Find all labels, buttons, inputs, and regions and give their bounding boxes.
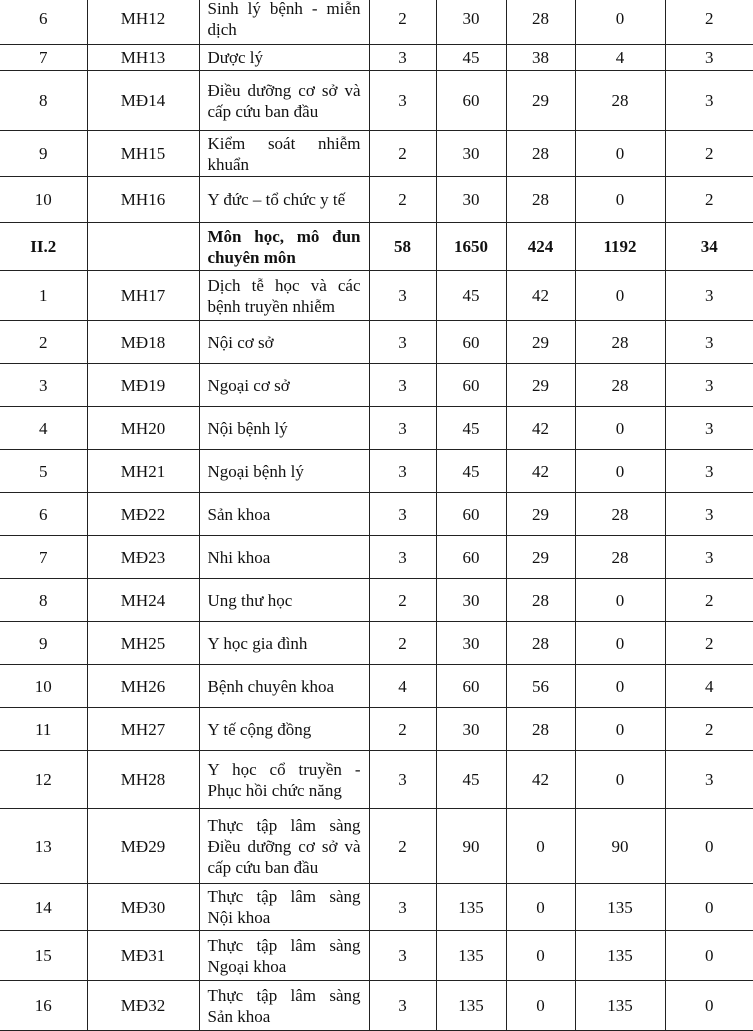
total-hours-cell: 60 xyxy=(436,536,506,579)
course-code-cell: MĐ30 xyxy=(87,884,199,931)
course-name-cell: Thực tập lâm sàng Ngoại khoa xyxy=(199,931,369,981)
table-row xyxy=(0,536,753,579)
exam-hours-cell: 2 xyxy=(665,622,753,665)
practice-hours-cell: 0 xyxy=(575,708,665,751)
row-number-cell: 10 xyxy=(0,665,87,708)
credits-cell: 2 xyxy=(369,622,436,665)
course-code-cell: MH15 xyxy=(87,131,199,177)
table-row xyxy=(0,884,753,931)
theory-hours-cell: 28 xyxy=(506,622,575,665)
theory-hours-cell: 28 xyxy=(506,708,575,751)
course-name-cell: Y học gia đình xyxy=(199,622,369,665)
course-code-cell: MH20 xyxy=(87,407,199,450)
credits-cell: 3 xyxy=(369,884,436,931)
total-hours-cell: 135 xyxy=(436,884,506,931)
table-row xyxy=(0,981,753,1031)
course-name-cell: Kiểm soát nhiễm khuẩn xyxy=(199,131,369,177)
credits-cell: 3 xyxy=(369,931,436,981)
practice-hours-cell: 0 xyxy=(575,177,665,223)
total-hours-cell: 45 xyxy=(436,271,506,321)
course-code-cell: MH24 xyxy=(87,579,199,622)
table-row xyxy=(0,271,753,321)
table-row xyxy=(0,364,753,407)
course-code-cell: MH27 xyxy=(87,708,199,751)
course-name-cell: Sinh lý bệnh - miễn dịch xyxy=(199,0,369,45)
row-number-cell: 8 xyxy=(0,579,87,622)
row-number-cell: 9 xyxy=(0,622,87,665)
credits-cell: 2 xyxy=(369,177,436,223)
table-row xyxy=(0,809,753,884)
practice-hours-cell: 135 xyxy=(575,931,665,981)
row-number-cell: 1 xyxy=(0,271,87,321)
total-hours-cell: 135 xyxy=(436,981,506,1031)
total-hours-cell: 30 xyxy=(436,579,506,622)
practice-hours-cell: 0 xyxy=(575,271,665,321)
total-hours-cell: 60 xyxy=(436,364,506,407)
theory-hours-cell: 0 xyxy=(506,981,575,1031)
course-name-cell: Dịch tễ học và các bệnh truyền nhiễm xyxy=(199,271,369,321)
course-code-cell: MĐ31 xyxy=(87,931,199,981)
table-row xyxy=(0,177,753,223)
practice-hours-cell: 28 xyxy=(575,71,665,131)
credits-cell: 2 xyxy=(369,579,436,622)
row-number-cell: 3 xyxy=(0,364,87,407)
credits-cell: 3 xyxy=(369,751,436,809)
theory-hours-cell: 42 xyxy=(506,271,575,321)
row-number-cell: 14 xyxy=(0,884,87,931)
practice-hours-cell: 0 xyxy=(575,407,665,450)
exam-hours-cell: 0 xyxy=(665,809,753,884)
row-number-cell: 2 xyxy=(0,321,87,364)
theory-hours-cell: 42 xyxy=(506,450,575,493)
total-hours-cell: 60 xyxy=(436,493,506,536)
exam-hours-cell: 3 xyxy=(665,71,753,131)
practice-hours-cell: 0 xyxy=(575,751,665,809)
practice-hours-cell: 90 xyxy=(575,809,665,884)
course-name-cell: Ngoại bệnh lý xyxy=(199,450,369,493)
table-row xyxy=(0,665,753,708)
practice-hours-cell: 28 xyxy=(575,536,665,579)
course-name-cell: Ngoại cơ sở xyxy=(199,364,369,407)
row-number-cell: 11 xyxy=(0,708,87,751)
course-name-cell: Ung thư học xyxy=(199,579,369,622)
total-hours-cell: 90 xyxy=(436,809,506,884)
course-code-cell: MĐ32 xyxy=(87,981,199,1031)
theory-hours-cell: 42 xyxy=(506,751,575,809)
total-hours-cell: 45 xyxy=(436,407,506,450)
exam-hours-cell: 2 xyxy=(665,0,753,45)
row-number-cell: 5 xyxy=(0,450,87,493)
practice-hours-cell: 0 xyxy=(575,579,665,622)
practice-hours-cell: 1192 xyxy=(575,223,665,271)
course-code-cell: MĐ19 xyxy=(87,364,199,407)
section-header-row xyxy=(0,223,753,271)
practice-hours-cell: 0 xyxy=(575,665,665,708)
table-row xyxy=(0,321,753,364)
theory-hours-cell: 28 xyxy=(506,579,575,622)
course-code-cell: MH12 xyxy=(87,0,199,45)
credits-cell: 3 xyxy=(369,536,436,579)
total-hours-cell: 60 xyxy=(436,665,506,708)
credits-cell: 4 xyxy=(369,665,436,708)
exam-hours-cell: 0 xyxy=(665,931,753,981)
row-number-cell: 10 xyxy=(0,177,87,223)
course-code-cell: MĐ18 xyxy=(87,321,199,364)
credits-cell: 3 xyxy=(369,45,436,71)
credits-cell: 2 xyxy=(369,708,436,751)
practice-hours-cell: 28 xyxy=(575,493,665,536)
table-row xyxy=(0,751,753,809)
exam-hours-cell: 34 xyxy=(665,223,753,271)
row-number-cell: 15 xyxy=(0,931,87,981)
exam-hours-cell: 3 xyxy=(665,45,753,71)
total-hours-cell: 30 xyxy=(436,622,506,665)
course-code-cell: MĐ14 xyxy=(87,71,199,131)
course-name-cell: Nhi khoa xyxy=(199,536,369,579)
course-name-cell: Nội cơ sở xyxy=(199,321,369,364)
table-row xyxy=(0,931,753,981)
exam-hours-cell: 3 xyxy=(665,493,753,536)
exam-hours-cell: 2 xyxy=(665,708,753,751)
table-row xyxy=(0,407,753,450)
credits-cell: 3 xyxy=(369,271,436,321)
row-number-cell: 6 xyxy=(0,493,87,536)
theory-hours-cell: 29 xyxy=(506,71,575,131)
total-hours-cell: 30 xyxy=(436,131,506,177)
practice-hours-cell: 135 xyxy=(575,981,665,1031)
practice-hours-cell: 0 xyxy=(575,0,665,45)
course-name-cell: Y đức – tổ chức y tế xyxy=(199,177,369,223)
credits-cell: 3 xyxy=(369,981,436,1031)
course-name-cell: Thực tập lâm sàng Điều dưỡng cơ sở và cấp cứu ban đầu xyxy=(199,809,369,884)
course-name-cell: Bệnh chuyên khoa xyxy=(199,665,369,708)
practice-hours-cell: 0 xyxy=(575,450,665,493)
credits-cell: 2 xyxy=(369,809,436,884)
exam-hours-cell: 3 xyxy=(665,450,753,493)
course-code-cell: MH21 xyxy=(87,450,199,493)
theory-hours-cell: 28 xyxy=(506,131,575,177)
total-hours-cell: 135 xyxy=(436,931,506,981)
total-hours-cell: 45 xyxy=(436,45,506,71)
credits-cell: 3 xyxy=(369,71,436,131)
course-code-cell: MH13 xyxy=(87,45,199,71)
theory-hours-cell: 29 xyxy=(506,364,575,407)
theory-hours-cell: 29 xyxy=(506,536,575,579)
practice-hours-cell: 4 xyxy=(575,45,665,71)
table-row xyxy=(0,71,753,131)
table-row xyxy=(0,450,753,493)
practice-hours-cell: 28 xyxy=(575,321,665,364)
row-number-cell: 12 xyxy=(0,751,87,809)
course-name-cell: Y tế cộng đồng xyxy=(199,708,369,751)
exam-hours-cell: 3 xyxy=(665,407,753,450)
total-hours-cell: 30 xyxy=(436,0,506,45)
course-code-cell: MH26 xyxy=(87,665,199,708)
theory-hours-cell: 28 xyxy=(506,0,575,45)
course-code-cell xyxy=(87,223,199,271)
exam-hours-cell: 3 xyxy=(665,751,753,809)
exam-hours-cell: 2 xyxy=(665,177,753,223)
table-row xyxy=(0,708,753,751)
table-row xyxy=(0,0,753,45)
table-row xyxy=(0,45,753,71)
row-number-cell: 16 xyxy=(0,981,87,1031)
credits-cell: 2 xyxy=(369,0,436,45)
credits-cell: 3 xyxy=(369,321,436,364)
theory-hours-cell: 29 xyxy=(506,321,575,364)
course-name-cell: Nội bệnh lý xyxy=(199,407,369,450)
total-hours-cell: 45 xyxy=(436,450,506,493)
course-code-cell: MH25 xyxy=(87,622,199,665)
course-name-cell: Điều dưỡng cơ sở và cấp cứu ban đầu xyxy=(199,71,369,131)
credits-cell: 3 xyxy=(369,364,436,407)
total-hours-cell: 30 xyxy=(436,177,506,223)
exam-hours-cell: 2 xyxy=(665,131,753,177)
row-number-cell: II.2 xyxy=(0,223,87,271)
row-number-cell: 7 xyxy=(0,536,87,579)
theory-hours-cell: 0 xyxy=(506,931,575,981)
table-row xyxy=(0,493,753,536)
exam-hours-cell: 3 xyxy=(665,536,753,579)
table-row xyxy=(0,579,753,622)
table-row xyxy=(0,622,753,665)
credits-cell: 3 xyxy=(369,450,436,493)
credits-cell: 2 xyxy=(369,131,436,177)
theory-hours-cell: 28 xyxy=(506,177,575,223)
exam-hours-cell: 2 xyxy=(665,579,753,622)
row-number-cell: 8 xyxy=(0,71,87,131)
practice-hours-cell: 0 xyxy=(575,622,665,665)
table-row xyxy=(0,131,753,177)
exam-hours-cell: 3 xyxy=(665,364,753,407)
theory-hours-cell: 56 xyxy=(506,665,575,708)
total-hours-cell: 1650 xyxy=(436,223,506,271)
total-hours-cell: 45 xyxy=(436,751,506,809)
course-name-cell: Y học cổ truyền - Phục hồi chức năng xyxy=(199,751,369,809)
theory-hours-cell: 29 xyxy=(506,493,575,536)
course-name-cell: Dược lý xyxy=(199,45,369,71)
course-name-cell: Sản khoa xyxy=(199,493,369,536)
course-code-cell: MĐ23 xyxy=(87,536,199,579)
course-code-cell: MH28 xyxy=(87,751,199,809)
credits-cell: 3 xyxy=(369,407,436,450)
theory-hours-cell: 424 xyxy=(506,223,575,271)
exam-hours-cell: 3 xyxy=(665,271,753,321)
theory-hours-cell: 0 xyxy=(506,884,575,931)
practice-hours-cell: 135 xyxy=(575,884,665,931)
theory-hours-cell: 38 xyxy=(506,45,575,71)
row-number-cell: 6 xyxy=(0,0,87,45)
course-code-cell: MĐ29 xyxy=(87,809,199,884)
row-number-cell: 13 xyxy=(0,809,87,884)
practice-hours-cell: 0 xyxy=(575,131,665,177)
course-code-cell: MH17 xyxy=(87,271,199,321)
theory-hours-cell: 0 xyxy=(506,809,575,884)
exam-hours-cell: 0 xyxy=(665,884,753,931)
credits-cell: 58 xyxy=(369,223,436,271)
course-name-cell: Thực tập lâm sàng Nội khoa xyxy=(199,884,369,931)
row-number-cell: 9 xyxy=(0,131,87,177)
total-hours-cell: 60 xyxy=(436,71,506,131)
total-hours-cell: 60 xyxy=(436,321,506,364)
exam-hours-cell: 3 xyxy=(665,321,753,364)
course-name-cell: Môn học, mô đun chuyên môn xyxy=(199,223,369,271)
exam-hours-cell: 0 xyxy=(665,981,753,1031)
exam-hours-cell: 4 xyxy=(665,665,753,708)
practice-hours-cell: 28 xyxy=(575,364,665,407)
row-number-cell: 4 xyxy=(0,407,87,450)
credits-cell: 3 xyxy=(369,493,436,536)
course-code-cell: MH16 xyxy=(87,177,199,223)
total-hours-cell: 30 xyxy=(436,708,506,751)
row-number-cell: 7 xyxy=(0,45,87,71)
theory-hours-cell: 42 xyxy=(506,407,575,450)
course-code-cell: MĐ22 xyxy=(87,493,199,536)
course-name-cell: Thực tập lâm sàng Sản khoa xyxy=(199,981,369,1031)
